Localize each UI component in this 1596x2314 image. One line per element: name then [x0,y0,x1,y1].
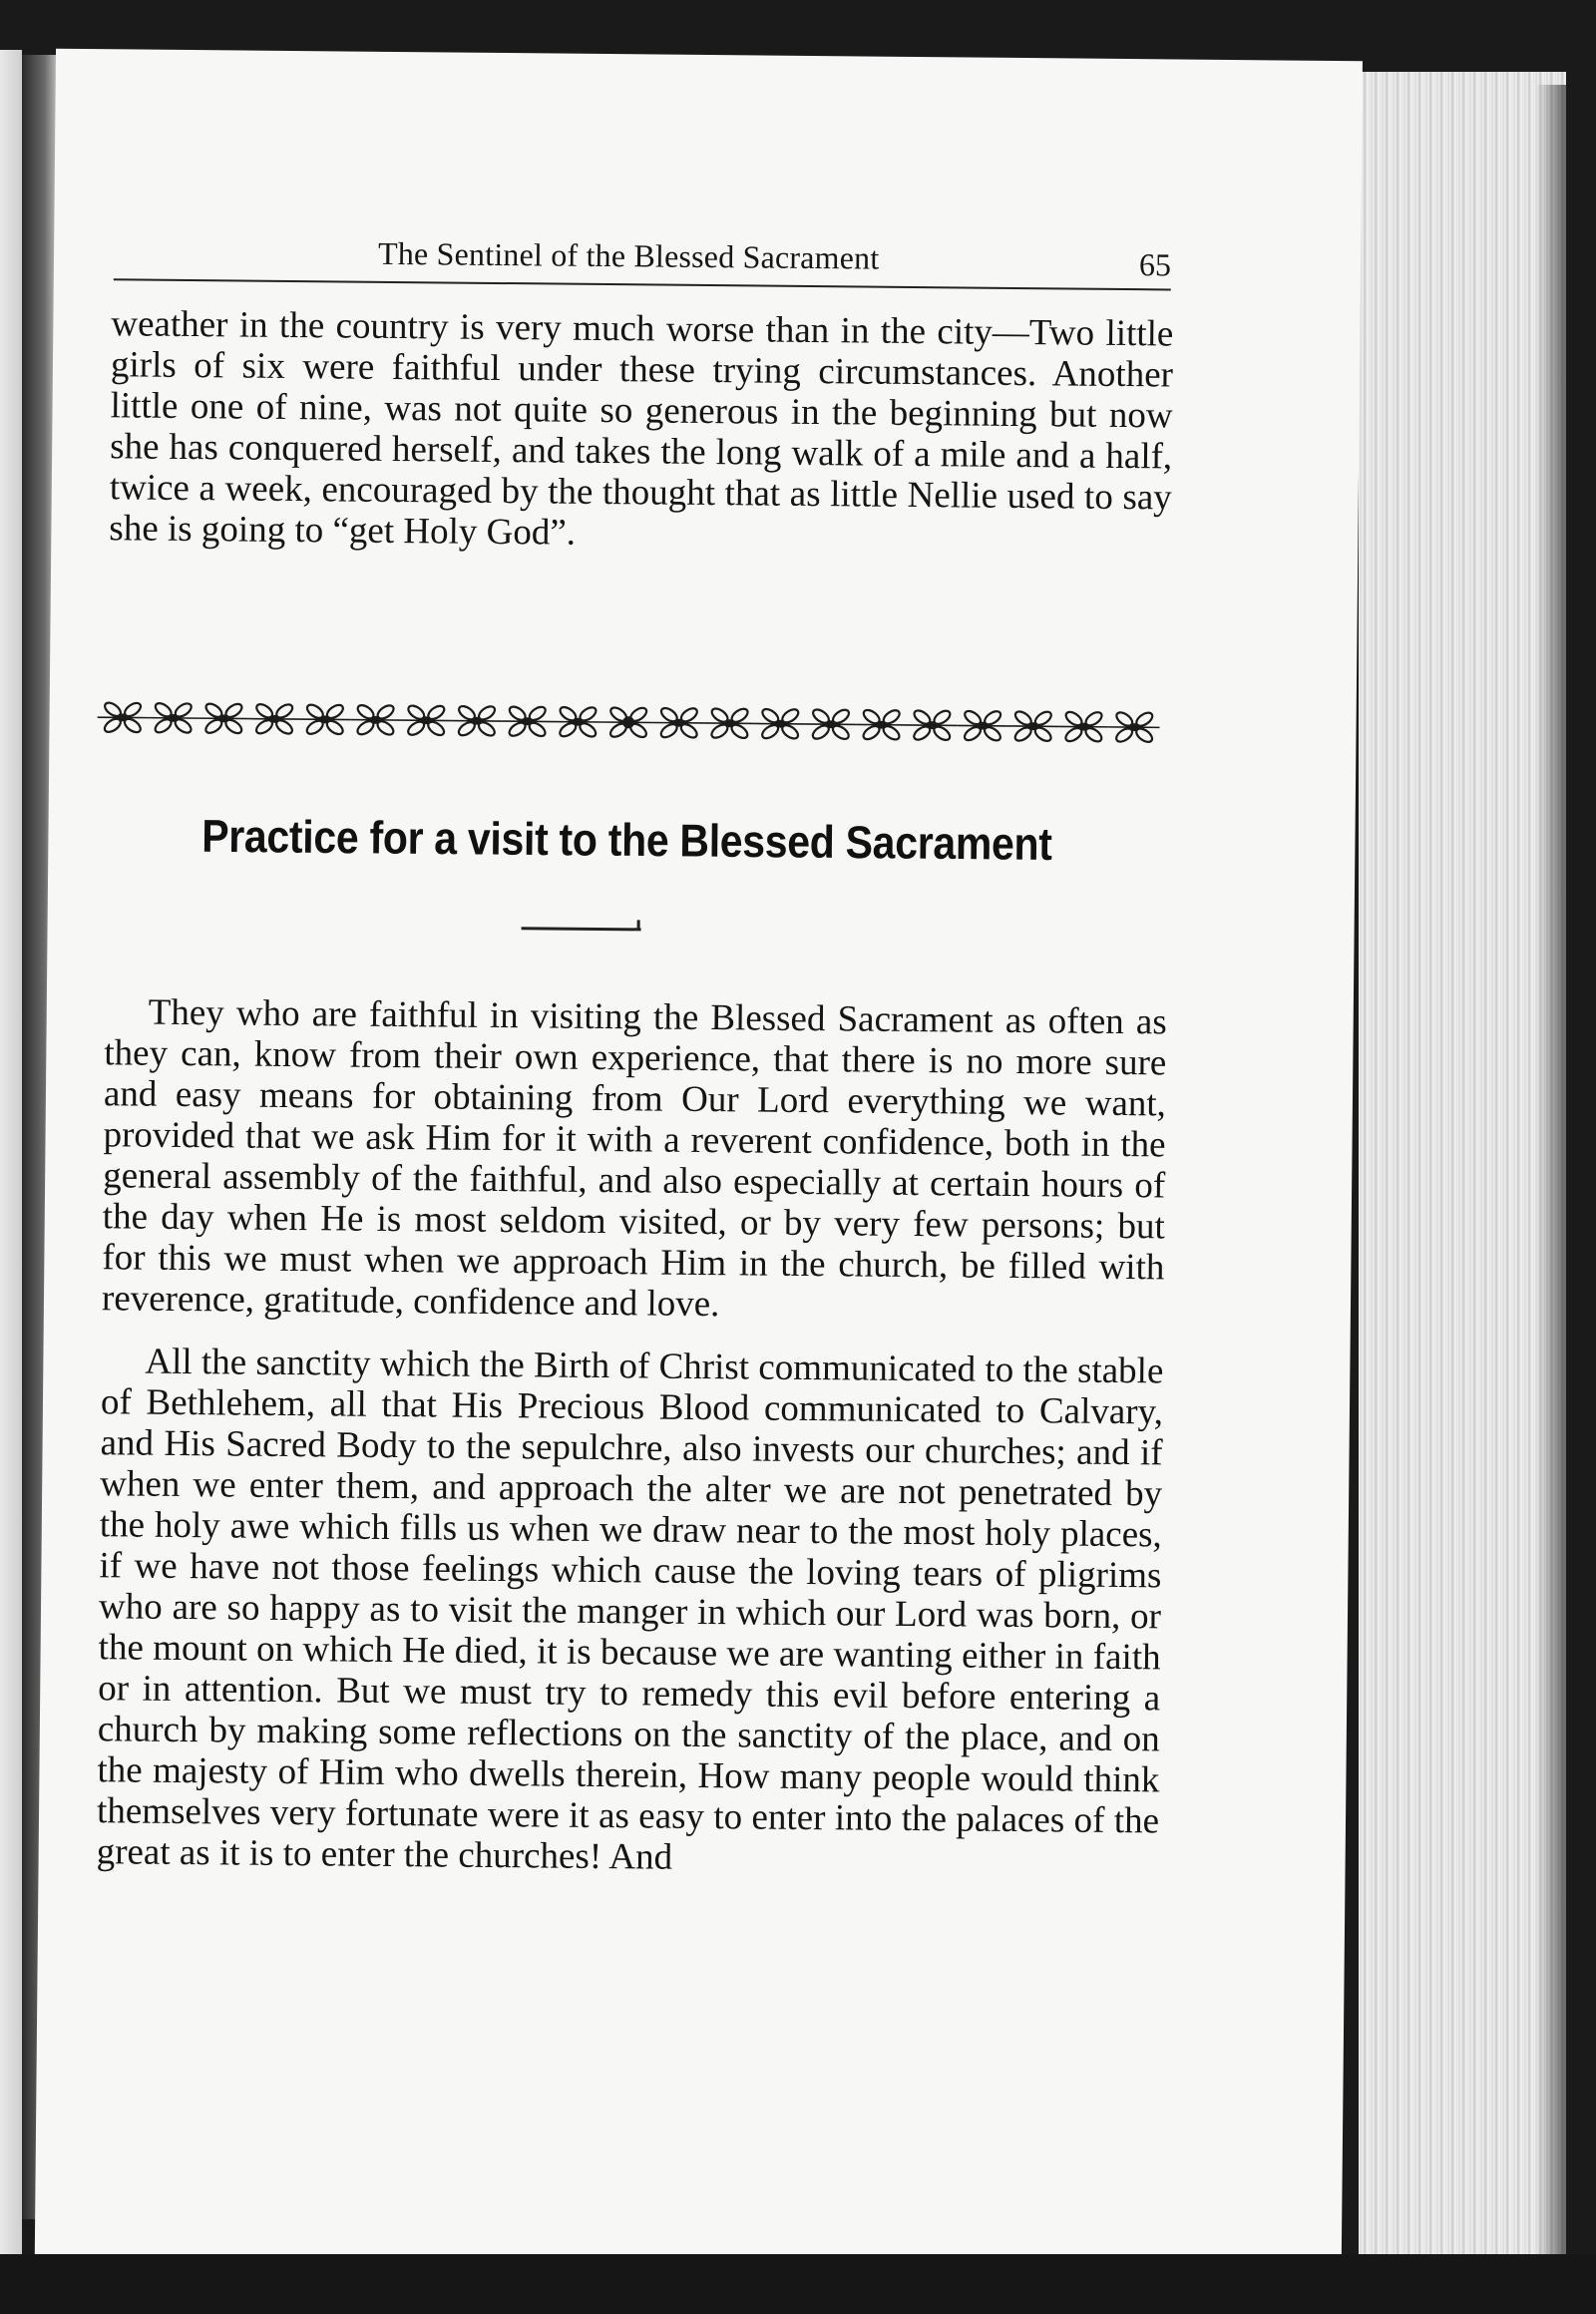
bottom-shadow [0,2254,1596,2314]
ornament-flower [1007,709,1058,744]
floral-divider [97,697,1159,747]
ornament-flower [401,703,452,738]
ornament-flower [907,708,958,743]
page-block-edges [1359,72,1566,2276]
ornament-flower [553,704,603,739]
previous-page-edge [0,50,22,2264]
short-rule [522,927,641,931]
ornament-flower [704,706,755,741]
ornament-flower [958,708,1008,743]
book-page [35,49,1363,2280]
ornament-flower [1058,709,1109,744]
ornament-flower [653,705,704,740]
ornament-flower [603,705,654,740]
article-body [96,991,1166,1882]
article-paragraph-2: All the sanctity which the Birth of Christ communicated to the stable of Bethlehem, all that His Precious Blood communicated to Calvary, and His Sacred Body to the sepulchre, also invests our churches; and if when we enter them, and approach the alter we are not penetrated by the holy awe which fills us when we draw near to the most holy places, if we have not those feelings which cause the loving tears of pligrims who are so happy as to visit the manger in which our Lord was born, or the mount on which He died, it is because we are wanting either in faith or in attention. But we must try to remedy this evil before entering a church by making some reflections on the sanctity of the place, and on the majesty of Him who dwells therein, How many people would think themselves very fortunate were it as easy to enter into the palaces of the great as it is to enter the churches! And [96,1341,1164,1878]
ornament-flower [199,701,249,736]
page-number: 65 [1138,246,1172,283]
intro-paragraph: weather in the country is very much worse than in the city—Two little girls of six were faithful under these trying circumstances. Another little one of nine, was not quite so generous in the beginning but now she has conquered herself, and takes the long walk of a mile and a half, twice a week, encouraged by the thought that as little Nellie used to say she is going to “get Holy God”. [109,303,1174,554]
intro-paragraph-block [109,303,1173,559]
article-heading: Practice for a visit to the Blessed Sacrament [201,810,1052,871]
short-rule-tick [637,920,640,930]
ornament-flower [755,706,806,741]
ornament-flower [350,702,401,737]
ornament-flower [856,707,907,742]
page-edge-shadow [1536,85,1566,2274]
ornament-flower [148,700,199,735]
ornament-flower [805,707,856,742]
running-title: The Sentinel of the Blessed Sacrament [377,234,880,276]
ornament-flower [249,701,300,736]
ornament-flower [451,703,502,738]
ornament-flower [299,702,350,737]
running-head [114,228,1171,290]
ornament-flower [502,704,553,739]
ornament-flower [97,700,148,735]
ornament-flower [1109,710,1160,745]
article-paragraph-1: They who are faithful in visiting the Blessed Sacrament as often as they can, know from their own experience, that there is no more sure and easy means for obtaining from Our Lord everything we want, provided that we ask Him for it with a reverent confidence, both in the general assembly of the faithful, and also especially at certain hours of the day when He is most seldom visited, or by very few persons; but for this we must when we approach Him in the church, be filled with reverence, gratitude, confidence and love. [101,991,1167,1326]
